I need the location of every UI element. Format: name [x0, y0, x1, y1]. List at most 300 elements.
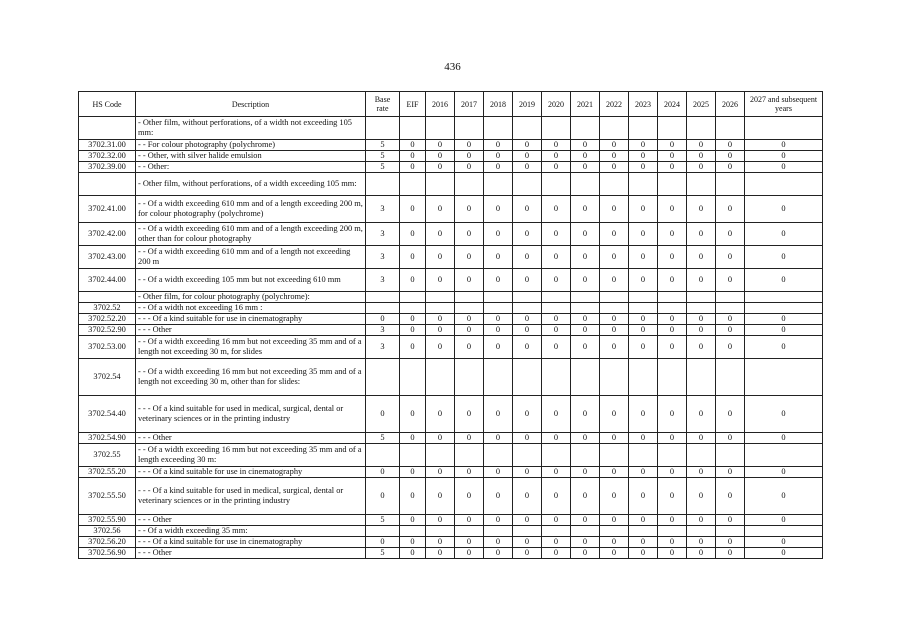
rate-cell: 0	[542, 336, 571, 359]
rate-cell: 0	[571, 478, 600, 515]
rate-cell	[658, 303, 687, 314]
rate-cell	[687, 359, 716, 396]
rate-cell: 0	[400, 537, 426, 548]
rate-cell: 0	[658, 269, 687, 292]
rate-cell	[513, 117, 542, 140]
rate-cell: 0	[366, 478, 400, 515]
rate-cell: 0	[658, 140, 687, 151]
hs-code-cell: 3702.54.90	[79, 433, 136, 444]
column-header: 2026	[716, 92, 745, 117]
rate-cell: 0	[687, 336, 716, 359]
rate-cell: 0	[571, 515, 600, 526]
hs-code-cell: 3702.55.20	[79, 467, 136, 478]
rate-cell	[716, 526, 745, 537]
rate-cell	[455, 444, 484, 467]
rate-cell	[455, 303, 484, 314]
rate-cell: 5	[366, 140, 400, 151]
rate-cell: 0	[600, 246, 629, 269]
rate-cell	[366, 117, 400, 140]
rate-cell: 0	[716, 325, 745, 336]
table-row	[79, 433, 823, 444]
table-row	[79, 467, 823, 478]
rate-cell: 0	[687, 140, 716, 151]
rate-cell	[629, 444, 658, 467]
rate-cell: 0	[629, 325, 658, 336]
rate-cell: 3	[366, 223, 400, 246]
rate-cell: 0	[658, 162, 687, 173]
rate-cell: 0	[571, 269, 600, 292]
rate-cell	[366, 526, 400, 537]
rate-cell	[513, 292, 542, 303]
rate-cell	[426, 117, 455, 140]
description-cell: - - Other:	[136, 162, 366, 173]
rate-cell: 0	[687, 246, 716, 269]
rate-cell	[716, 303, 745, 314]
table-header-row	[79, 92, 823, 117]
table-row	[79, 526, 823, 537]
rate-cell	[571, 292, 600, 303]
rate-cell	[455, 292, 484, 303]
rate-cell: 0	[687, 433, 716, 444]
rate-cell: 0	[745, 162, 823, 173]
rate-cell: 0	[426, 336, 455, 359]
rate-cell	[455, 526, 484, 537]
rate-cell: 0	[513, 548, 542, 559]
rate-cell: 0	[687, 537, 716, 548]
rate-cell: 0	[716, 548, 745, 559]
rate-cell	[366, 292, 400, 303]
column-header: Base rate	[366, 92, 400, 117]
rate-cell: 0	[484, 515, 513, 526]
rate-cell: 0	[542, 246, 571, 269]
rate-cell	[366, 173, 400, 196]
rate-cell	[687, 303, 716, 314]
hs-code-cell: 3702.56.20	[79, 537, 136, 548]
rate-cell	[542, 292, 571, 303]
rate-cell: 0	[400, 314, 426, 325]
rate-cell: 0	[542, 314, 571, 325]
rate-cell: 0	[455, 196, 484, 223]
rate-cell: 0	[484, 223, 513, 246]
rate-cell: 0	[571, 467, 600, 478]
description-cell: - - Of a width exceeding 105 mm but not exceeding 610 mm	[136, 269, 366, 292]
rate-cell: 0	[716, 478, 745, 515]
rate-cell: 5	[366, 162, 400, 173]
rate-cell: 0	[658, 467, 687, 478]
hs-code-cell: 3702.39.00	[79, 162, 136, 173]
rate-cell: 0	[400, 223, 426, 246]
hs-code-cell	[79, 292, 136, 303]
rate-cell	[542, 303, 571, 314]
table-row	[79, 444, 823, 467]
hs-code-cell: 3702.56	[79, 526, 136, 537]
rate-cell	[426, 173, 455, 196]
rate-cell: 0	[542, 433, 571, 444]
description-cell: - - Of a width exceeding 16 mm but not exceeding 35 mm and of a length not exceeding 30 m, for slides	[136, 336, 366, 359]
rate-cell: 0	[571, 537, 600, 548]
rate-cell: 0	[542, 140, 571, 151]
rate-cell: 0	[600, 537, 629, 548]
rate-cell: 0	[687, 223, 716, 246]
rate-cell	[542, 359, 571, 396]
rate-cell: 0	[629, 515, 658, 526]
table-row	[79, 336, 823, 359]
rate-cell: 0	[513, 396, 542, 433]
rate-cell	[400, 444, 426, 467]
rate-cell	[426, 303, 455, 314]
rate-cell: 0	[571, 336, 600, 359]
hs-code-cell: 3702.55.90	[79, 515, 136, 526]
rate-cell	[658, 173, 687, 196]
rate-cell	[571, 173, 600, 196]
column-header: 2023	[629, 92, 658, 117]
column-header: 2017	[455, 92, 484, 117]
rate-cell: 0	[366, 537, 400, 548]
table-row	[79, 537, 823, 548]
rate-cell: 0	[366, 396, 400, 433]
column-header: Description	[136, 92, 366, 117]
rate-cell: 0	[484, 537, 513, 548]
rate-cell: 0	[658, 151, 687, 162]
rate-cell	[542, 173, 571, 196]
description-cell: - - - Other	[136, 515, 366, 526]
rate-cell: 0	[400, 151, 426, 162]
rate-cell: 0	[455, 151, 484, 162]
rate-cell: 0	[484, 314, 513, 325]
rate-cell: 0	[716, 223, 745, 246]
rate-cell: 0	[716, 162, 745, 173]
hs-code-cell: 3702.32.00	[79, 151, 136, 162]
rate-cell: 0	[513, 467, 542, 478]
rate-cell: 0	[455, 548, 484, 559]
rate-cell: 0	[716, 246, 745, 269]
rate-cell	[484, 359, 513, 396]
rate-cell	[600, 359, 629, 396]
table-row	[79, 548, 823, 559]
rate-cell: 0	[400, 478, 426, 515]
rate-cell: 0	[513, 537, 542, 548]
rate-cell: 0	[629, 396, 658, 433]
rate-cell	[658, 117, 687, 140]
description-cell: - - - Of a kind suitable for used in medical, surgical, dental or veterinary sciences or in the printing industry	[136, 396, 366, 433]
rate-cell: 0	[745, 140, 823, 151]
rate-cell: 0	[745, 515, 823, 526]
table-row	[79, 269, 823, 292]
rate-cell	[426, 526, 455, 537]
rate-cell	[745, 292, 823, 303]
rate-cell	[687, 117, 716, 140]
rate-cell: 0	[571, 548, 600, 559]
description-cell: - - Of a width exceeding 16 mm but not exceeding 35 mm and of a length exceeding 30 m:	[136, 444, 366, 467]
rate-cell	[484, 303, 513, 314]
rate-cell: 0	[513, 478, 542, 515]
rate-cell: 0	[513, 314, 542, 325]
rate-cell	[745, 526, 823, 537]
rate-cell	[513, 526, 542, 537]
description-cell: - - Of a width exceeding 610 mm and of a length exceeding 200 m, other than for colour photography	[136, 223, 366, 246]
rate-cell: 0	[687, 467, 716, 478]
rate-cell	[745, 303, 823, 314]
rate-cell	[600, 303, 629, 314]
rate-cell: 0	[629, 478, 658, 515]
column-header: 2019	[513, 92, 542, 117]
rate-cell: 0	[455, 433, 484, 444]
rate-cell: 0	[716, 140, 745, 151]
rate-cell: 0	[426, 269, 455, 292]
rate-cell	[484, 526, 513, 537]
table-row	[79, 223, 823, 246]
rate-cell: 0	[745, 269, 823, 292]
rate-cell: 0	[400, 246, 426, 269]
rate-cell	[687, 292, 716, 303]
rate-cell	[484, 444, 513, 467]
hs-code-cell: 3702.52.90	[79, 325, 136, 336]
rate-cell: 0	[542, 162, 571, 173]
rate-cell	[400, 292, 426, 303]
rate-cell: 0	[455, 336, 484, 359]
rate-cell	[629, 173, 658, 196]
rate-cell: 0	[716, 396, 745, 433]
rate-cell: 0	[658, 478, 687, 515]
rate-cell: 0	[571, 151, 600, 162]
rate-cell: 0	[629, 467, 658, 478]
rate-cell: 0	[716, 537, 745, 548]
rate-cell	[400, 359, 426, 396]
rate-cell: 3	[366, 196, 400, 223]
rate-cell: 0	[629, 151, 658, 162]
description-cell: - Other film, without perforations, of a width not exceeding 105 mm:	[136, 117, 366, 140]
rate-cell	[426, 444, 455, 467]
rate-cell: 0	[658, 336, 687, 359]
rate-cell: 0	[600, 515, 629, 526]
column-header: 2021	[571, 92, 600, 117]
rate-cell: 0	[513, 196, 542, 223]
rate-cell	[600, 173, 629, 196]
rate-cell: 0	[426, 396, 455, 433]
rate-cell	[687, 444, 716, 467]
description-cell: - - Of a width exceeding 610 mm and of a length not exceeding 200 m	[136, 246, 366, 269]
rate-cell	[513, 173, 542, 196]
rate-cell: 0	[571, 196, 600, 223]
table-row	[79, 292, 823, 303]
rate-cell: 0	[455, 246, 484, 269]
rate-cell	[542, 526, 571, 537]
rate-cell	[366, 303, 400, 314]
description-cell: - - - Other	[136, 548, 366, 559]
hs-code-cell: 3702.52.20	[79, 314, 136, 325]
rate-cell: 0	[745, 548, 823, 559]
rate-cell: 0	[400, 396, 426, 433]
rate-cell	[600, 117, 629, 140]
hs-code-cell: 3702.44.00	[79, 269, 136, 292]
rate-cell: 0	[716, 269, 745, 292]
rate-cell: 0	[484, 478, 513, 515]
rate-cell: 0	[629, 196, 658, 223]
rate-cell: 0	[745, 151, 823, 162]
rate-cell: 0	[716, 336, 745, 359]
rate-cell: 0	[484, 467, 513, 478]
rate-cell: 0	[629, 246, 658, 269]
rate-cell: 0	[687, 478, 716, 515]
rate-cell	[745, 359, 823, 396]
rate-cell: 0	[400, 467, 426, 478]
table-row	[79, 162, 823, 173]
hs-code-cell: 3702.52	[79, 303, 136, 314]
rate-cell: 0	[745, 325, 823, 336]
rate-cell: 0	[716, 196, 745, 223]
hs-code-cell: 3702.31.00	[79, 140, 136, 151]
description-cell: - - Of a width exceeding 16 mm but not exceeding 35 mm and of a length not exceeding 30 m, other than for slides:	[136, 359, 366, 396]
rate-cell: 0	[426, 478, 455, 515]
rate-cell: 0	[716, 433, 745, 444]
rate-cell: 0	[426, 140, 455, 151]
rate-cell	[455, 117, 484, 140]
hs-code-cell: 3702.55.50	[79, 478, 136, 515]
table-row	[79, 151, 823, 162]
rate-cell: 0	[658, 515, 687, 526]
hs-code-cell: 3702.54.40	[79, 396, 136, 433]
rate-cell	[600, 444, 629, 467]
rate-cell	[513, 444, 542, 467]
description-cell: - - - Other	[136, 433, 366, 444]
rate-cell: 0	[745, 223, 823, 246]
rate-cell: 0	[600, 467, 629, 478]
rate-cell: 0	[400, 515, 426, 526]
rate-cell	[716, 444, 745, 467]
rate-cell: 0	[513, 325, 542, 336]
rate-cell	[400, 303, 426, 314]
rate-cell	[745, 173, 823, 196]
rate-cell: 0	[513, 140, 542, 151]
rate-cell	[542, 117, 571, 140]
rate-cell	[716, 117, 745, 140]
rate-cell	[571, 303, 600, 314]
rate-cell: 0	[600, 433, 629, 444]
rate-cell: 0	[455, 537, 484, 548]
rate-cell: 0	[571, 396, 600, 433]
description-cell: - - For colour photography (polychrome)	[136, 140, 366, 151]
rate-cell: 0	[400, 548, 426, 559]
rate-cell: 0	[542, 396, 571, 433]
table-row	[79, 196, 823, 223]
rate-cell: 0	[687, 314, 716, 325]
rate-cell: 0	[600, 162, 629, 173]
rate-cell	[629, 117, 658, 140]
rate-cell	[571, 444, 600, 467]
rate-cell: 0	[658, 548, 687, 559]
description-cell: - - - Of a kind suitable for used in medical, surgical, dental or veterinary sciences or in the printing industry	[136, 478, 366, 515]
rate-cell: 3	[366, 336, 400, 359]
rate-cell: 0	[629, 336, 658, 359]
rate-cell	[366, 444, 400, 467]
rate-cell	[600, 526, 629, 537]
rate-cell: 0	[658, 196, 687, 223]
rate-cell	[426, 359, 455, 396]
table-row	[79, 359, 823, 396]
rate-cell: 0	[687, 196, 716, 223]
hs-code-cell: 3702.56.90	[79, 548, 136, 559]
rate-cell: 0	[542, 151, 571, 162]
rate-cell: 0	[600, 223, 629, 246]
rate-cell: 0	[426, 548, 455, 559]
rate-cell	[687, 173, 716, 196]
column-header: 2018	[484, 92, 513, 117]
rate-cell	[745, 117, 823, 140]
description-cell: - - Of a width exceeding 610 mm and of a length exceeding 200 m, for colour photography (polychrome)	[136, 196, 366, 223]
rate-cell: 0	[542, 196, 571, 223]
rate-cell: 0	[658, 325, 687, 336]
rate-cell: 0	[687, 269, 716, 292]
rate-cell	[716, 292, 745, 303]
rate-cell: 0	[455, 162, 484, 173]
rate-cell	[400, 117, 426, 140]
hs-code-cell: 3702.53.00	[79, 336, 136, 359]
rate-cell: 0	[716, 151, 745, 162]
rate-cell: 0	[571, 314, 600, 325]
rate-cell: 0	[542, 515, 571, 526]
rate-cell	[629, 303, 658, 314]
rate-cell: 0	[658, 396, 687, 433]
table-row	[79, 303, 823, 314]
rate-cell	[716, 359, 745, 396]
rate-cell: 3	[366, 246, 400, 269]
rate-cell: 0	[426, 162, 455, 173]
rate-cell: 0	[745, 433, 823, 444]
rate-cell: 0	[366, 467, 400, 478]
rate-cell: 0	[426, 151, 455, 162]
rate-cell: 0	[484, 246, 513, 269]
rate-cell: 0	[629, 433, 658, 444]
rate-cell: 0	[542, 478, 571, 515]
rate-cell	[571, 117, 600, 140]
rate-cell: 0	[542, 548, 571, 559]
description-cell: - - Of a width exceeding 35 mm:	[136, 526, 366, 537]
column-header: EIF	[400, 92, 426, 117]
rate-cell: 0	[400, 433, 426, 444]
rate-cell: 0	[484, 140, 513, 151]
rate-cell: 5	[366, 433, 400, 444]
rate-cell: 0	[600, 151, 629, 162]
rate-cell: 0	[542, 537, 571, 548]
rate-cell: 0	[600, 196, 629, 223]
rate-cell: 0	[400, 325, 426, 336]
hs-code-cell: 3702.43.00	[79, 246, 136, 269]
rate-cell: 0	[513, 269, 542, 292]
rate-cell: 0	[745, 467, 823, 478]
rate-cell	[629, 359, 658, 396]
rate-cell: 0	[513, 162, 542, 173]
rate-cell: 0	[455, 396, 484, 433]
hs-code-cell: 3702.42.00	[79, 223, 136, 246]
rate-cell: 0	[542, 223, 571, 246]
rate-cell: 0	[600, 396, 629, 433]
rate-cell: 0	[484, 396, 513, 433]
rate-cell: 0	[571, 246, 600, 269]
rate-cell: 0	[571, 433, 600, 444]
table-row	[79, 515, 823, 526]
rate-cell: 0	[600, 325, 629, 336]
rate-cell: 0	[513, 246, 542, 269]
rate-cell: 0	[484, 269, 513, 292]
rate-cell: 0	[426, 223, 455, 246]
rate-cell	[455, 359, 484, 396]
column-header: HS Code	[79, 92, 136, 117]
rate-cell: 0	[400, 336, 426, 359]
hs-code-cell: 3702.55	[79, 444, 136, 467]
rate-cell	[629, 292, 658, 303]
rate-cell: 0	[658, 246, 687, 269]
rate-cell: 0	[400, 196, 426, 223]
